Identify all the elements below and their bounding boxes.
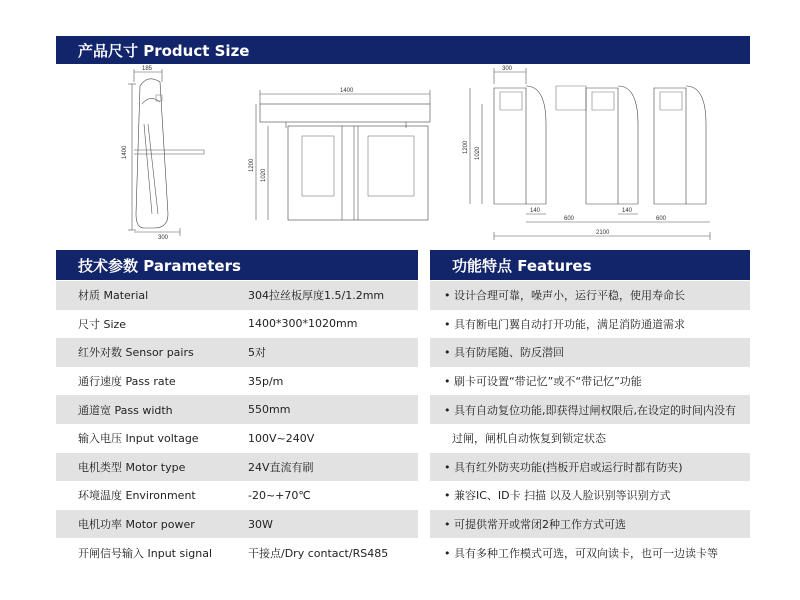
features-title: 功能特点 Features	[452, 256, 592, 275]
parameters-banner	[56, 250, 418, 280]
front-height-1020-label: 1020	[261, 168, 267, 182]
parameters-table	[56, 281, 418, 567]
table-row	[56, 510, 418, 539]
lane-height-1200-label: 1200	[463, 140, 469, 154]
gap-2-label: 140	[622, 208, 633, 214]
table-row	[56, 395, 418, 424]
table-row	[56, 453, 418, 482]
side-height-label: 1400	[122, 145, 128, 159]
features-list	[430, 281, 750, 567]
table-row	[56, 281, 418, 310]
param-value: 5对	[228, 338, 418, 367]
side-view-drawing	[122, 66, 204, 241]
param-value: 550mm	[228, 395, 418, 424]
list-item: • 具有自动复位功能,即获得过闸权限后,在设定的时间内没有	[430, 395, 750, 424]
param-key: 通行速度 Pass rate	[56, 367, 228, 396]
lane-top-width-label: 300	[502, 66, 513, 72]
param-key: 红外对数 Sensor pairs	[56, 338, 228, 367]
side-base-label: 300	[158, 235, 169, 241]
table-row	[56, 338, 418, 367]
list-item: • 具有防尾随、防反潜回	[430, 338, 750, 367]
front-width-label: 1400	[340, 88, 354, 94]
param-key: 材质 Material	[56, 281, 228, 310]
gap-1-label: 140	[530, 208, 541, 214]
param-value: 35p/m	[228, 367, 418, 396]
list-item: • 可提供常开或常闭2种工作方式可选	[430, 510, 750, 539]
pass-2-label: 600	[656, 216, 667, 222]
param-value: 24V直流有刷	[228, 453, 418, 482]
param-key: 电机功率 Motor power	[56, 510, 228, 539]
table-row	[56, 310, 418, 339]
pass-1-label: 600	[564, 216, 575, 222]
param-value: 1400*300*1020mm	[228, 310, 418, 339]
table-row	[56, 538, 418, 567]
list-item: • 设计合理可靠，噪声小，运行平稳，使用寿命长	[430, 281, 750, 310]
list-item: • 具有断电门翼自动打开功能，满足消防通道需求	[444, 317, 685, 331]
list-item: • 刷卡可设置“带记忆”或不“带记忆”功能	[444, 375, 642, 389]
features-banner	[430, 250, 750, 280]
side-width-label: 185	[142, 66, 153, 72]
param-value: 100V~240V	[228, 424, 418, 453]
list-item: • 兼容IC、ID卡 扫描 以及人脸识别等识别方式	[444, 489, 671, 503]
param-key: 尺寸 Size	[56, 310, 228, 339]
front-height-1200-label: 1200	[249, 158, 255, 172]
list-item-continued: 过闸，闸机自动恢复到锁定状态	[452, 432, 606, 446]
front-view-drawing	[249, 88, 430, 220]
total-width-label: 2100	[596, 230, 610, 236]
param-key: 电机类型 Motor type	[56, 453, 228, 482]
param-value: -20~+70℃	[228, 481, 418, 510]
param-key: 环境温度 Environment	[56, 481, 228, 510]
param-value: 干接点/Dry contact/RS485	[228, 538, 418, 567]
param-key: 开闸信号输入 Input signal	[56, 538, 228, 567]
list-item: • 具有红外防夹功能(挡板开启或运行时都有防夹)	[430, 453, 750, 482]
product-size-title: 产品尺寸 Product Size	[78, 41, 250, 60]
product-size-banner	[56, 36, 750, 64]
lane-view-drawing	[463, 66, 710, 240]
product-size-drawings	[56, 64, 750, 246]
parameters-title: 技术参数 Parameters	[78, 256, 241, 275]
table-row	[56, 481, 418, 510]
param-value: 304拉丝板厚度1.5/1.2mm	[228, 281, 418, 310]
lane-height-1020-label: 1020	[475, 146, 481, 160]
table-row	[56, 424, 418, 453]
param-key: 输入电压 Input voltage	[56, 424, 228, 453]
param-value: 30W	[228, 510, 418, 539]
table-row	[56, 367, 418, 396]
list-item: • 具有多种工作模式可选，可双向读卡，也可一边读卡等	[444, 546, 718, 560]
param-key: 通道宽 Pass width	[56, 395, 228, 424]
